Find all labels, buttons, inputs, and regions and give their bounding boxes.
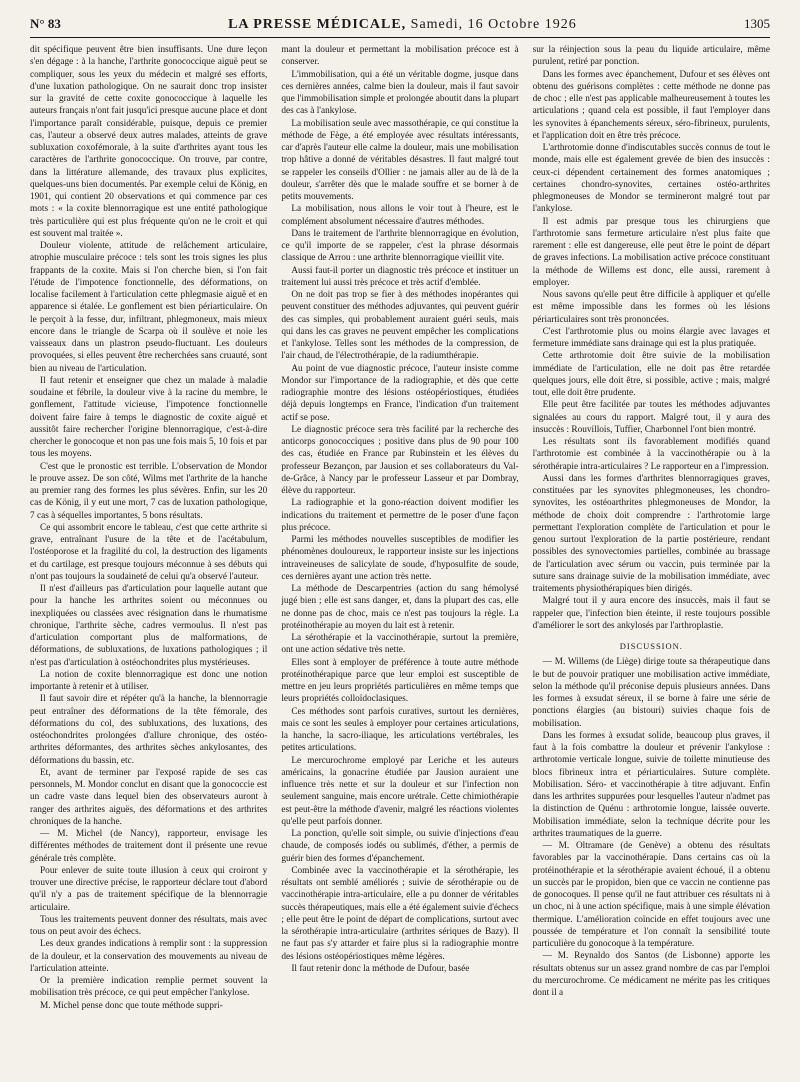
paragraph: La ponction, qu'elle soit simple, ou suivie d'injections d'eau chaude, de composés iodés ou sublimés, d'éther, a permis de guérir bien des formes d'épanchement. — [281, 829, 519, 864]
paragraph: Ce qui assombrit encore le tableau, c'est que cette arthrite si grave, entraînant l'usure de la tête et de l'acétabulum, l'ostéoporose et la fragilité du col, la destruction des ligaments et du cartilage, est presque toujours méconnue à ses débuts qui n'ont pas toujours la soudaineté de celui qu'a observé l'auteur. — [30, 522, 268, 582]
paragraph: Elles sont à employer de préférence à toute autre méthode protéinothérapique parce que leur emploi est susceptible de mettre en jeu leurs propriétés particulières en même temps que leurs propriétés colloïdoclasiques. — [281, 657, 519, 705]
paragraph: Dans les formes avec épanchement, Dufour et ses élèves ont obtenu des guérisons complètes : cette méthode ne donne pas de choc ; elle n'est pas applicable malheureusement à toutes les articulations ; quand cela est possible, il faut l'employer dans les synovites à épanchements séreux, séro-fibrineux, purulents, et l'application doit en être très précoce. — [532, 69, 770, 141]
column-middle — [281, 44, 518, 1082]
paragraph: C'est l'arthrotomie plus ou moins élargie avec lavages et fermeture immédiate sans drainage qui est la plus pratiquée. — [532, 326, 770, 349]
paragraph: — M. Willems (de Liège) dirige toute sa thérapeutique dans le but de pouvoir pratiquer une mobilisation active immédiate, selon la méthode qu'il préconise depuis plusieurs années. Dans les formes à exsudat séreux, il se borne à faire une série de ponctions élargies (au bistouri) suivies chaque fois de mobilisation. — [532, 657, 770, 729]
paragraph: Pour enlever de suite toute illusion à ceux qui croiront y trouver une directive précise, le rapporteur déclare tout d'abord qu'il n'y a pas de traitement spécifique de la blennorragie articulaire. — [30, 865, 268, 913]
paragraph: — M. Michel (de Nancy), rapporteur, envisage les différentes méthodes de traitement dont il présente une revue générale très complète. — [30, 829, 268, 864]
issue-date: Samedi, 16 Octobre 1926 — [410, 17, 577, 32]
paragraph: Il faut savoir dire et répéter qu'à la hanche, la blennorragie peut entraîner des déformations de la tête fémorale, des déformations du col, des subluxations, des luxations, des ostéochondrites prolongées d'allure chronique, des ostéo-arthrites déformantes, des arthrites sèches ankylosantes, des déformations du bassin, etc. — [30, 694, 268, 766]
column-right — [533, 44, 770, 1082]
paragraph: Or la première indication remplie permet souvent la mobilisation très précoce, ce qui peut empêcher l'ankylose. — [30, 976, 268, 999]
paragraph: Malgré tout il y aura encore des insuccès, mais il faut se rappeler que, l'infection bien éteinte, il reste toujours possible d'améliorer le sort des ankylosés par l'arthroplastie. — [532, 596, 770, 631]
text-columns — [30, 44, 770, 1082]
paragraph: L'arthrotomie donne d'indiscutables succès connus de tout le monde, mais elle est également grevée de bien des insuccès : ceux-ci dépendent certainement des formes anatomiques ; certaines chondro-synovites, certaines ostéo-arthrites phlegmoneuses de Mondor se termineront malgré tout par l'ankylose. — [532, 143, 770, 215]
paragraph: Ces méthodes sont parfois curatives, surtout les dernières, mais ce sont les seules à employer pour certaines articulations, la hanche, la sacro-iliaque, les articulations vertébrales, les petites articulations. — [281, 706, 519, 754]
paragraph: Dans les formes à exsudat solide, beaucoup plus graves, il faut à la fois combattre la douleur et prévenir l'ankylose : arthrotomie verticale longue, suivie de toilette minutieuse des blocs fibrineux intra et périarticulaires. Suture complète. Mobilisation. Séro- et vaccinothérapie à titre adjuvant. Enfin dans les arthrites suppurées pour lesquelles l'auteur n'admet pas la distinction de Quénu : arthrotomie longue, laissée ouverte. Mobilisation immédiate, selon la technique décrite pour les arthrites traumatiques de la guerre. — [532, 730, 770, 839]
paragraph: — M. Reynaldo dos Santos (de Lisbonne) apporte les résultats obtenus sur un assez grand nombre de cas par l'emploi du mercurochrome. Ce médicament ne mérite pas les critiques dont il a — [532, 951, 770, 998]
paragraph: Elle peut être facilitée par toutes les méthodes adjuvantes signalées au cours du rapport. Malgré tout, il y aura des insuccès : Rouvillois, Tuffier, Charbonnel l'ont bien montré. — [532, 400, 770, 435]
paragraph: Dans le traitement de l'arthrite blennorragique en évolution, ce qu'il importe de se rappeler, c'est la phrase désormais classique de Arrou : une arthrite blennorragique vieillit vite. — [281, 228, 519, 264]
paragraph: Cette arthrotomie doit être suivie de la mobilisation immédiate de l'articulation, elle ne doit pas être retardée quelques jours, elle doit être, si possible, active ; mais, malgré tout, elle doit être prudente. — [532, 351, 770, 398]
paragraph: Le diagnostic précoce sera très facilité par la recherche des anticorps gonococciques ; positive dans plus de 90 pour 100 des cas, étudiée en France par Rubinstein et les élèves du professeur Bezançon, par Jausion et ses collaborateurs du Val-de-Grâce, à Nancy par le professeur Lasseur et par Dombray, élève du rapporteur. — [281, 424, 519, 496]
paragraph: Il faut retenir et enseigner que chez un malade à maladie soudaine et fébrile, la douleur vive à la racine du membre, le gonflement, l'attitude vicieuse, l'impotence fonctionnelle doivent faire faire à temps le diagnostic de coxite aiguë et aussitôt faire rechercher l'origine blennorragique, c'est-à-dire chercher le gonocoque et non pas une fois mais 5, 10 fois et par tous les moyens. — [30, 375, 268, 460]
paragraph: Le mercurochrome employé par Leriche et les auteurs américains, la gonacrine étudiée par Jausion auraient une influence très nette et sur la douleur et sur l'infection non seulement sanguine, mais encore urétrale. Cette chimiothérapie est peut-être la méthode d'avenir, malgré les réactions violentes qu'elle peut parfois donner. — [281, 755, 519, 827]
paragraph: — M. Oltramare (de Genève) a obtenu des résultats favorables par la vaccinothérapie. Dans certains cas où la protéinothérapie et la sérothérapie avaient échoué, il a obtenu un succès par le propidon, bien que ce vaccin ne contienne pas de gonocoques. Il pense qu'il ne faut attribuer ces résultats ni à un choc, ni à une action spécifique, mais à une simple élévation thermique. L'amélioration coïncide en effet toujours avec une poussée de température et l'on connaît la sensibilité toute particulière du gonocoque à la température. — [532, 841, 770, 949]
paragraph: M. Michel pense donc que toute méthode suppri- — [40, 1000, 223, 1011]
issue-number: N° 83 — [30, 16, 61, 31]
paragraph: Tous les traitements peuvent donner des résultats, mais avec tous on peut avoir des échecs. — [30, 914, 268, 937]
paragraph: Aussi dans les formes d'arthrites blennorragiques graves, constituées par les synovites phlegmoneuses, les chondro-synovites, les ostéoarthrites phlegmoneuses de Mondor, la méthode de choix doit comprendre : l'arthrotomie large permettant l'exploration complète de l'articulation et pour le genou surtout l'exploration de la partie postérieure, rendant possibles des synovectomies partielles, combinée au brassage de l'articulation avec sérum ou vaccin, puis terminée par la suture sans drainage suivie de la mobilisation immédiate, avec traitements physiothérapiques bien dirigés. — [532, 473, 770, 594]
paragraph: Les résultats sont ils favorablement modifiés quand l'arthrotomie est combinée à la vaccinothérapie ou à la sérothérapie intra-articulaires ? Le rapporteur en a l'impression. — [532, 437, 770, 472]
paragraph: Parmi les méthodes nouvelles susceptibles de modifier les phénomènes douloureux, le rapporteur insiste sur les injections intraveineuses de salicylate de soude, d'hyposulfite de soude, ces dernières ayant une action très nette. — [281, 535, 519, 582]
journal-title — [228, 17, 577, 33]
paragraph: La radiographie et la gono-réaction doivent modifier les indications du traitement et permettre de le poser d'une façon plus précoce. — [281, 498, 519, 533]
section-heading: DISCUSSION. — [619, 641, 683, 651]
paragraph: Aussi faut-il porter un diagnostic très précoce et instituer un traitement lui aussi très précoce et très actif d'emblée. — [281, 265, 519, 288]
column-left — [30, 44, 267, 1082]
page-number: 1305 — [744, 16, 770, 31]
paragraph: On ne doit pas trop se fier à des méthodes inopérantes qui peuvent constituer des méthodes adjuvantes, qui peuvent guérir des cas simples, qui probablement auraient guéri seuls, mais qui dans les cas graves ne peuvent empêcher les complications et l'ankylose. Telles sont les méthodes de la compression, de l'air chaud, de l'électrothérapie, de la radiumthérapie. — [281, 290, 519, 362]
paragraph: Il est admis par presque tous les chirurgiens que l'arthrotomie sans fermeture articulaire n'est plus faite que rarement : elle est dangereuse, elle peut être le point de départ de graves infections. La mobilisation active précoce constituant la méthode de Willems est donc, elle aussi, rarement à employer. — [532, 216, 770, 288]
running-header — [30, 16, 770, 38]
paragraph: Il faut retenir donc la méthode de Dufour, basée — [291, 963, 470, 974]
paragraph: La mobilisation, nous allons le voir tout à l'heure, est le complément absolument nécessaire d'autres méthodes. — [281, 204, 519, 227]
paragraph: La mobilisation seule avec massothérapie, ce qui constitue la méthode de Fège, a été employée avec résultats intéressants, car d'après l'auteur elle calme la douleur, mais une mobilisation trop hâtive a donné de véritables désastres. Il faut malgré tout se rappeler les conseils d'Ollier : ne jamais aller au de là de la douleur, s'arrêter dès que le malade souffre et se borner à de petits mouvements. — [281, 118, 519, 202]
paragraph: Combinée avec la vaccinothérapie et la sérothérapie, les résultats ont semblé améliorés ; suivie de sérothérapie ou de vaccinothérapie intra-articulaire, elle a pu donner de véritables succès thérapeutiques, mais elle a été également suivie d'échecs ; elle peut être le point de départ de complications, surtout avec la sérothérapie intra-articulaire (arthrites sériques de Bazy). Il ne faut pas s'y attarder et faire plus si la radiographie montre des lésions ostéopériostiques même légères. — [281, 865, 519, 962]
paragraph: Nous savons qu'elle peut être difficile à appliquer et qu'elle est même impossible dans les formes où les lésions périarticulaires sont très prononcées. — [532, 290, 770, 325]
paragraph: L'immobilisation, qui a été un véritable dogme, jusque dans ces dernières années, calme bien la douleur, mais il faut savoir que l'immobilisation simple et prolongée aboutit dans la plupart des cas à l'ankylose. — [281, 69, 519, 117]
paragraph: C'est que le pronostic est terrible. L'observation de Mondor le prouve assez. De son côté, Wilms met l'arthrite de la hanche au premier rang des formes les plus sévères. Enfin, sur les 20 cas de König, il y eut une mort, 7 cas de luxation pathologique, 7 cas à séquelles importantes, 5 bons résultats. — [30, 461, 268, 521]
paragraph: Et, avant de terminer par l'exposé rapide de ses cas personnels, M. Mondor conclut en disant que la gonococcie est un cadre vaste dans lequel bien des observateurs auront à ranger des arthrites aiguës, des déformations et des arthrites chroniques de la hanche. — [30, 767, 268, 827]
journal-name: LA PRESSE MÉDICALE, — [228, 17, 407, 32]
paragraph: sur la réinjection sous la peau du liquide articulaire, même purulent, retiré par ponction. — [532, 45, 770, 68]
paragraph: Il n'est d'ailleurs pas d'articulation pour laquelle autant que pour la hanche les arthrites soient ou méconnues ou inexpliquées ou classées avec résignation dans le rhumatisme chronique, l'arthrite sèche, cadres vermoulus. Il n'est pas d'articulation comportant plus de malformations, de déformations, de subluxations, de luxations pathologiques ; il n'est pas d'articulation à ostéochondrites plus mystérieuses. — [30, 584, 268, 668]
paragraph: La sérothérapie et la vaccinothérapie, surtout la première, ont une action sédative très nette. — [281, 633, 519, 656]
paragraph: Douleur violente, attitude de relâchement articulaire, atrophie musculaire précoce : tels sont les trois signes les plus frappants de la coxite. Mais si l'on cherche bien, si l'on fait l'étude de l'impotence fonctionnelle, des déformations, on localise facilement à l'articulation cette phlegmasie aiguë et en apparence si étalée. Le gonflement est bien périarticulaire. On le perçoit à la fesse, dur, infiltrant, phlegmoneux, mais mieux encore dans le triangle de Scarpa où il soulève et noie les vaisseaux dans un plastron pseudo-fluctuant. Les douleurs provoquées, si elles peuvent être recherchées sans cruauté, sont bien au niveau de l'articulation. — [30, 241, 268, 374]
paragraph: La méthode de Descarpentries (action du sang hémolysé jugé bien ; elle est sans danger, et, dans la plupart des cas, elle ne donne pas de choc, mais ce n'est pas toujours la règle. La protéinothérapie au moyen du lait est à retenir. — [281, 584, 519, 631]
paragraph: La notion de coxite blennorragique est donc une notion importante à retenir et à utiliser. — [30, 669, 268, 692]
paragraph: mant la douleur et permettant la mobilisation précoce est à conserver. — [281, 45, 519, 68]
paragraph: Au point de vue diagnostic précoce, l'auteur insiste comme Mondor sur l'importance de la radiographie, et dès que cette radiographie montre des lésions ostéopériostiques, étudiées déjà depuis longtemps en France, l'indication d'un traitement actif se pose. — [281, 363, 519, 423]
paragraph: dit spécifique peuvent être bien insuffisants. Une dure leçon s'en dégage : à la hanche, l'arthrite gonococcique aiguë peut se compliquer, sous les yeux du médecin et malgré ses efforts, d'une luxation pathologique. On ne saurait donc trop insister sur la gravité de cette coxite gonococcique à laquelle les auteurs français n'ont fait jusqu'ici presque aucune place et dont l'importance paraît considérable, puisque, depuis ce premier cas, l'auteur a observé deux autres malades, atteints de grave subluxation coxofémorale, à la suite d'arthrites ayant tous les caractères de l'arthrite gonococcique. On trouve, par contre, dans la littérature allemande, des travaux plus explicites, quelques-uns bien documentés. Par exemple celui de König, en 1901, qui contient 20 observations et qui commence par ces mots : « la coxite blennorragique est une entité pathologique très particulière qui est plus fréquente qu'on ne le croit et qui est souvent mal traitée ». — [30, 45, 268, 239]
paragraph: Les deux grandes indications à remplir sont : la suppression de la douleur, et la conservation des mouvements au niveau de l'articulation atteinte. — [30, 939, 268, 974]
